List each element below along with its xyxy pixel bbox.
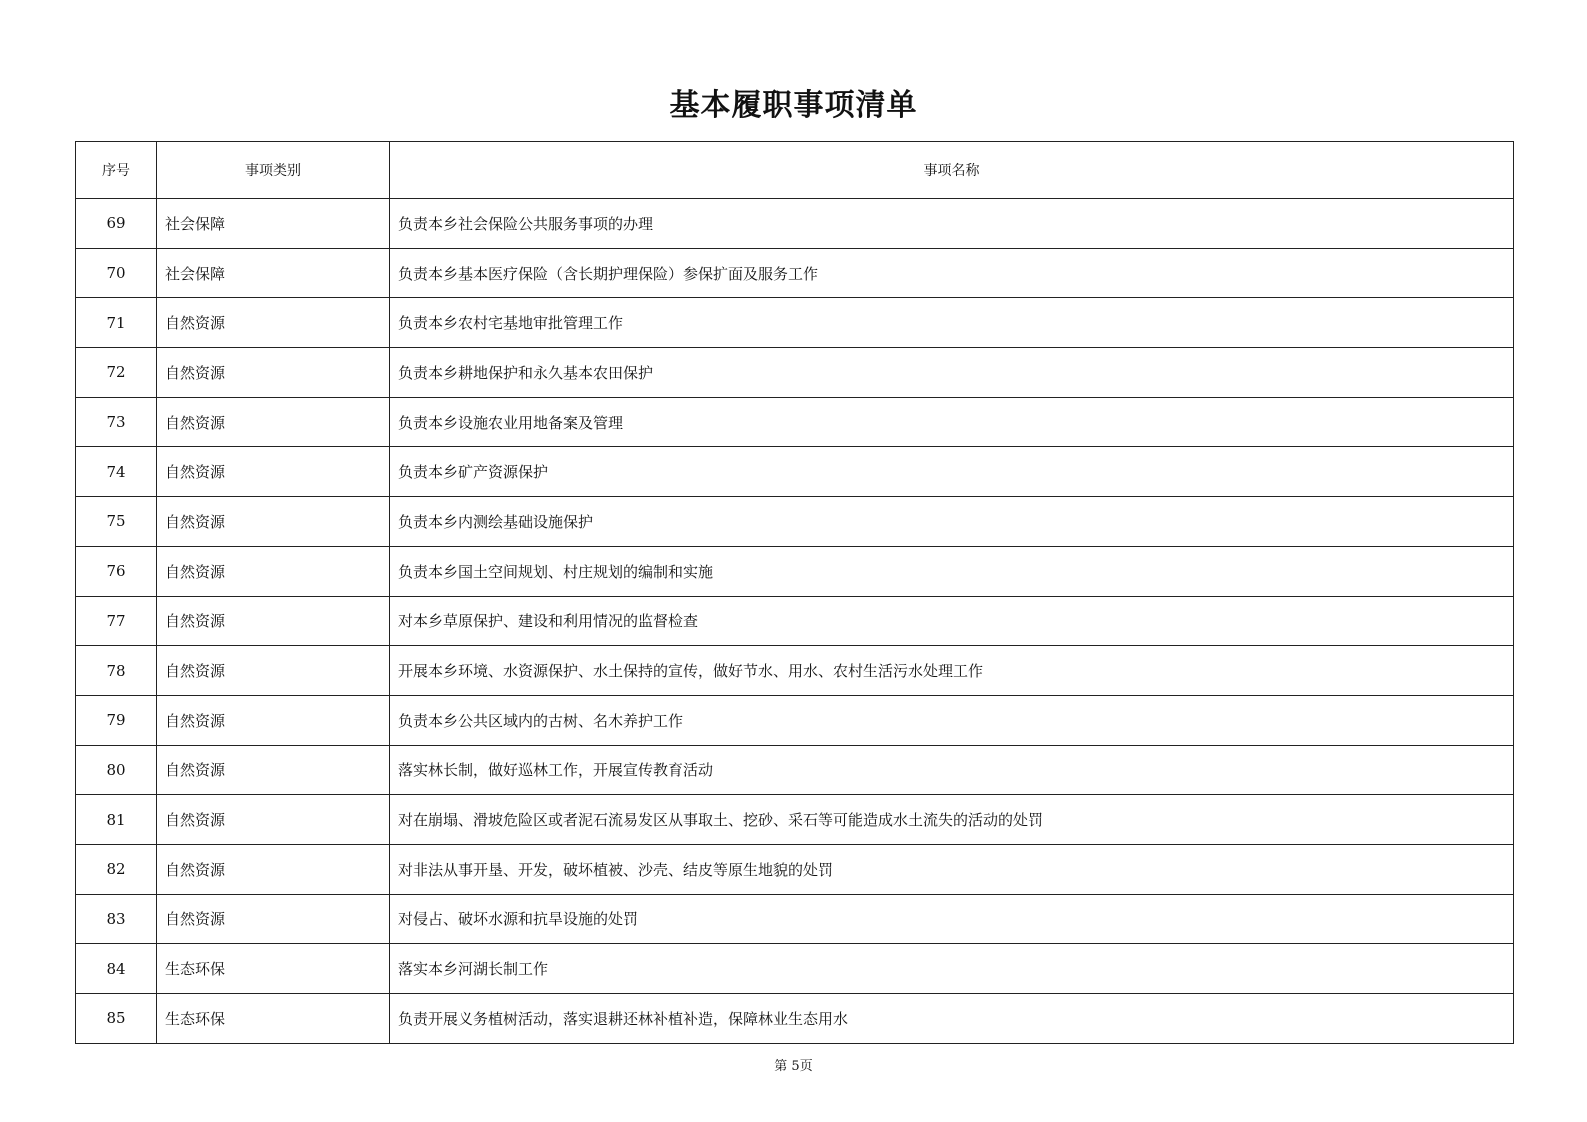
row-category: 生态环保 (157, 994, 390, 1044)
row-item-name: 负责本乡农村宅基地审批管理工作 (390, 298, 1514, 348)
table-row (76, 695, 1514, 745)
row-number: 76 (76, 546, 157, 596)
row-item-name: 负责本乡耕地保护和永久基本农田保护 (390, 348, 1514, 398)
table-body (76, 199, 1514, 1044)
table-row (76, 894, 1514, 944)
row-category: 自然资源 (157, 397, 390, 447)
row-number: 83 (76, 894, 157, 944)
row-number: 74 (76, 447, 157, 497)
row-item-name: 负责开展义务植树活动，落实退耕还林补植补造，保障林业生态用水 (390, 994, 1514, 1044)
table-row (76, 199, 1514, 249)
row-item-name: 负责本乡矿产资源保护 (390, 447, 1514, 497)
row-item-name: 落实林长制，做好巡林工作，开展宣传教育活动 (390, 745, 1514, 795)
row-category: 自然资源 (157, 348, 390, 398)
row-category: 自然资源 (157, 546, 390, 596)
row-number: 81 (76, 795, 157, 845)
row-number: 85 (76, 994, 157, 1044)
row-category: 自然资源 (157, 447, 390, 497)
row-category: 自然资源 (157, 795, 390, 845)
table-row (76, 248, 1514, 298)
row-number: 71 (76, 298, 157, 348)
row-item-name: 对在崩塌、滑坡危险区或者泥石流易发区从事取土、挖砂、采石等可能造成水土流失的活动的处罚 (390, 795, 1514, 845)
row-item-name: 负责本乡内测绘基础设施保护 (390, 497, 1514, 547)
row-item-name: 负责本乡社会保险公共服务事项的办理 (390, 199, 1514, 249)
header-category: 事项类别 (157, 142, 390, 199)
row-item-name: 对非法从事开垦、开发，破坏植被、沙壳、结皮等原生地貌的处罚 (390, 844, 1514, 894)
page-title: 基本履职事项清单 (669, 88, 918, 123)
row-number: 70 (76, 248, 157, 298)
row-number: 69 (76, 199, 157, 249)
row-item-name: 开展本乡环境、水资源保护、水土保持的宣传，做好节水、用水、农村生活污水处理工作 (390, 646, 1514, 696)
table-row (76, 994, 1514, 1044)
row-category: 社会保障 (157, 248, 390, 298)
row-number: 77 (76, 596, 157, 646)
table-row (76, 844, 1514, 894)
row-item-name: 对侵占、破坏水源和抗旱设施的处罚 (390, 894, 1514, 944)
table-row (76, 348, 1514, 398)
duty-table (75, 141, 1514, 1044)
row-item-name: 负责本乡设施农业用地备案及管理 (390, 397, 1514, 447)
row-number: 84 (76, 944, 157, 994)
row-category: 自然资源 (157, 596, 390, 646)
table-row (76, 646, 1514, 696)
table-header-row (76, 142, 1514, 199)
table-row (76, 944, 1514, 994)
row-number: 78 (76, 646, 157, 696)
row-category: 自然资源 (157, 497, 390, 547)
row-category: 自然资源 (157, 695, 390, 745)
row-number: 79 (76, 695, 157, 745)
row-item-name: 负责本乡公共区域内的古树、名木养护工作 (390, 695, 1514, 745)
row-number: 72 (76, 348, 157, 398)
header-name: 事项名称 (390, 142, 1514, 199)
row-category: 生态环保 (157, 944, 390, 994)
row-category: 自然资源 (157, 298, 390, 348)
row-item-name: 落实本乡河湖长制工作 (390, 944, 1514, 994)
table-row (76, 745, 1514, 795)
row-item-name: 负责本乡基本医疗保险（含长期护理保险）参保扩面及服务工作 (390, 248, 1514, 298)
row-category: 自然资源 (157, 646, 390, 696)
table-row (76, 497, 1514, 547)
row-category: 社会保障 (157, 199, 390, 249)
row-number: 80 (76, 745, 157, 795)
row-number: 82 (76, 844, 157, 894)
row-category: 自然资源 (157, 745, 390, 795)
header-no: 序号 (76, 142, 157, 199)
row-category: 自然资源 (157, 844, 390, 894)
row-item-name: 对本乡草原保护、建设和利用情况的监督检查 (390, 596, 1514, 646)
table-row (76, 546, 1514, 596)
row-category: 自然资源 (157, 894, 390, 944)
table-row (76, 596, 1514, 646)
table-row (76, 447, 1514, 497)
table-row (76, 795, 1514, 845)
row-number: 75 (76, 497, 157, 547)
row-number: 73 (76, 397, 157, 447)
row-item-name: 负责本乡国土空间规划、村庄规划的编制和实施 (390, 546, 1514, 596)
table-row (76, 397, 1514, 447)
page-number: 第 5页 (774, 1059, 813, 1074)
table-row (76, 298, 1514, 348)
